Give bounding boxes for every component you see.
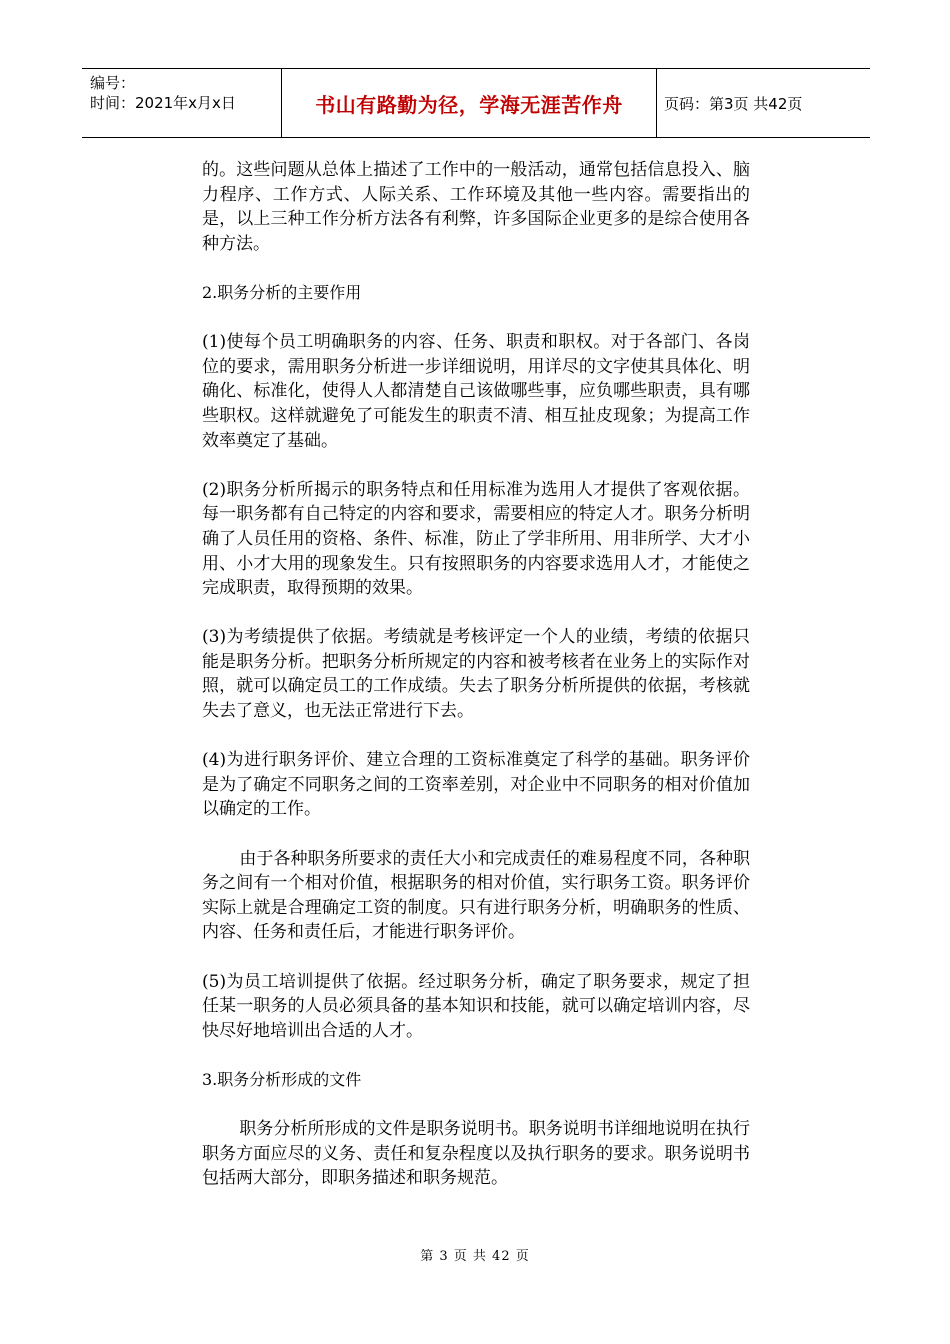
header-meta: [90, 73, 280, 113]
section-heading-3: 3.职务分析形成的文件: [202, 1069, 362, 1089]
number-label: 编号：: [90, 74, 136, 92]
paragraph-job-description: 职务分析所形成的文件是职务说明书。职务说明书详细地说明在执行职务方面应尽的义务、责任和复杂程度以及执行职务的要求。职务说明书包括两大部分，即职务描述和职务规范。: [202, 1119, 750, 1189]
paragraph-item-1: (1)使每个员工明确职务的内容、任务、职责和职权。对于各部门、各岗位的要求，需用职务分析进一步详细说明，用详尽的文字使其具体化、明确化、标准化，使得人人都清楚自己该做哪些事，应负哪些职责，具有哪些职权。这样就避免了可能发生的职责不清、相互扯皮现象；为提高工作效率奠定了基础。: [202, 332, 750, 451]
header-motto: 书山有路勤为径，学海无涯苦作舟: [315, 92, 623, 117]
document-body: [202, 158, 750, 1191]
paragraph-item-5: (5)为员工培训提供了依据。经过职务分析，确定了职务要求，规定了担任某一职务的人员必须具备的基本知识和技能，就可以确定培训内容，尽快尽好地培训出合适的人才。: [202, 971, 750, 1041]
paragraph-item-4: (4)为进行职务评价、建立合理的工资标准奠定了科学的基础。职务评价是为了确定不同职务之间的工资率差别，对企业中不同职务的相对价值加以确定的工作。: [202, 750, 750, 820]
paragraph-item-2: (2)职务分析所揭示的职务特点和任用标准为选用人才提供了客观依据。每一职务都有自己特定的内容和要求，需要相应的特定人才。职务分析明确了人员任用的资格、条件、标准，防止了学非所用、用非所学、大才小用、小才大用的现象发生。只有按照职务的内容要求选用人才，才能使之完成职责，取得预期的效果。: [202, 479, 750, 599]
paragraph-continuation: 的。这些问题从总体上描述了工作中的一般活动，通常包括信息投入、脑力程序、工作方式、人际关系、工作环境及其他一些内容。需要指出的是，以上三种工作分析方法各有利弊，许多国际企业更多的是综合使用各种方法。: [202, 160, 750, 254]
header-divider: [656, 69, 657, 137]
paragraph-job-evaluation: 由于各种职务所要求的责任大小和完成责任的难易程度不同，各种职务之间有一个相对价值，根据职务的相对价值，实行职务工资。职务评价实际上就是合理确定工资的制度。只有进行职务分析，明确职务的性质、内容、任务和责任后，才能进行职务评价。: [202, 848, 750, 943]
header-page-info: 页码：第3页 共42页: [664, 95, 803, 113]
section-heading-2: 2.职务分析的主要作用: [202, 282, 362, 302]
paragraph-item-3: (3)为考绩提供了依据。考绩就是考核评定一个人的业绩，考绩的依据只能是职务分析。把职务分析所规定的内容和被考核者在业务上的实际作对照，就可以确定员工的工作成绩。失去了职务分析所提供的依据，考核就失去了意义，也无法正常进行下去。: [202, 627, 750, 722]
time-label: 时间：2021年x月x日: [90, 94, 236, 112]
page-footer: 第 3 页 共 42 页: [420, 1249, 530, 1264]
page-header: [82, 68, 870, 138]
